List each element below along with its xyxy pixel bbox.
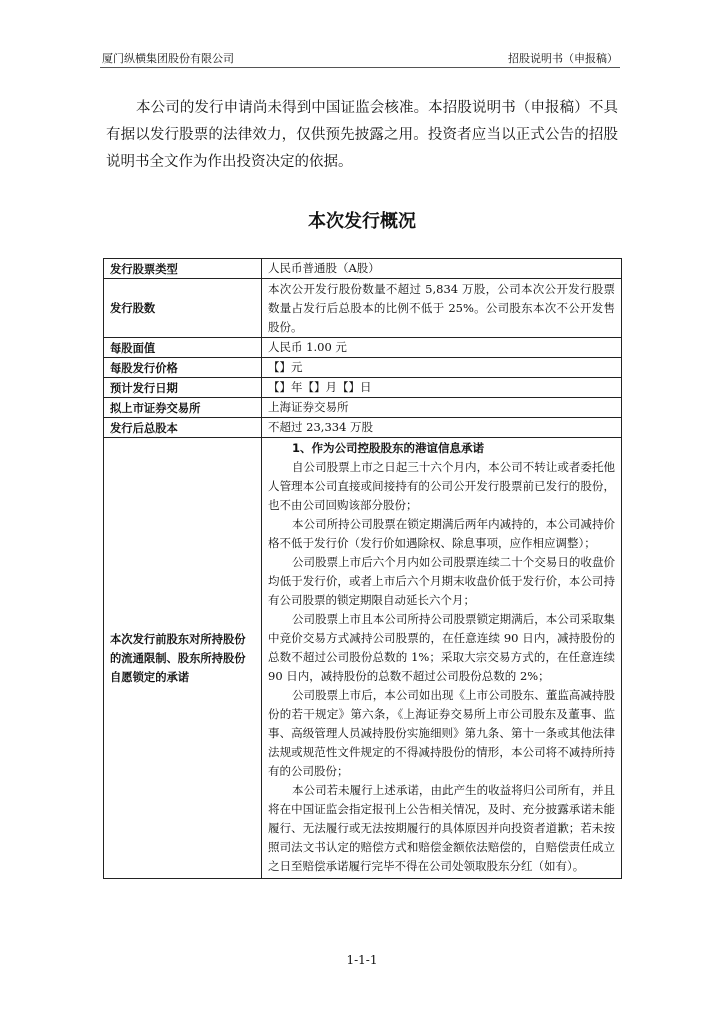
- row-label: 每股发行价格: [104, 358, 262, 378]
- row-label: 每股面值: [104, 338, 262, 358]
- header-company: 厦门纵横集团股份有限公司: [102, 52, 234, 65]
- commitment-paragraph: 公司股票上市后，本公司如出现《上市公司股东、董监高减持股份的若干规定》第六条，《上海证券交易所上市公司股东及董事、监事、高级管理人员减持股份实施细则》第九条、第十一条或其他法律法规或规范性文件规定的不得减持股份的情形，本公司将不减持所持有的公司股份；: [268, 688, 615, 778]
- row-label: 发行后总股本: [104, 418, 262, 438]
- table-row: [104, 358, 622, 378]
- row-label: 发行股数: [104, 279, 262, 338]
- row-value: 【】年【】月【】日: [262, 378, 622, 398]
- section-title: 本次发行概况: [308, 211, 416, 232]
- offering-summary-table: [103, 258, 622, 879]
- commitment-paragraph: 自公司股票上市之日起三十六个月内，本公司不转让或者委托他人管理本公司直接或间接持有的公司公开发行股票前已发行的股份，也不由公司回购该部分股份；: [268, 460, 615, 512]
- disclaimer-notice: 本公司的发行申请尚未得到中国证监会核准。本招股说明书（申报稿）不具有据以发行股票的法律效力，仅供预先披露之用。投资者应当以正式公告的招股说明书全文作为作出投资决定的依据。: [106, 100, 618, 170]
- table-row: [104, 259, 622, 279]
- row-label: 预计发行日期: [104, 378, 262, 398]
- row-value: 人民币 1.00 元: [262, 338, 622, 358]
- row-value: 【】元: [262, 358, 622, 378]
- row-value: 本次公开发行股份数量不超过 5,834 万股，公司本次公开发行股票数量占发行后总股本的比例不低于 25%。公司股东本次不公开发售股份。: [262, 279, 622, 338]
- commitment-subtitle: 1、作为公司控股股东的港谊信息承诺: [292, 441, 484, 455]
- row-label: 发行股票类型: [104, 259, 262, 279]
- table-row-commitment: [104, 438, 622, 879]
- row-value: 人民币普通股（A股）: [262, 259, 622, 279]
- row-value: 上海证券交易所: [262, 398, 622, 418]
- table-row: [104, 338, 622, 358]
- table-row: [104, 279, 622, 338]
- page-number: 1-1-1: [346, 953, 378, 967]
- header-doc-title: 招股说明书（申报稿）: [508, 52, 618, 65]
- table-row: [104, 398, 622, 418]
- commitment-paragraph: 公司股票上市后六个月内如公司股票连续二十个交易日的收盘价均低于发行价，或者上市后六个月期末收盘价低于发行价，本公司持有公司股票的锁定期限自动延长六个月；: [268, 555, 615, 607]
- page-header: [100, 50, 620, 68]
- row-value: 不超过 23,334 万股: [262, 418, 622, 438]
- commitment-paragraph: 本公司若未履行上述承诺，由此产生的收益将归公司所有，并且将在中国证监会指定报刊上公告相关情况，及时、充分披露承诺未能履行、无法履行或无法按期履行的具体原因并向投资者道歉；若未按照司法文书认定的赔偿方式和赔偿金额依法赔偿的，自赔偿责任成立之日至赔偿承诺履行完毕不得在公司处领取股东分红（如有）。: [268, 783, 615, 873]
- row-label: 本次发行前股东对所持股份的流通限制、股东所持股份自愿锁定的承诺: [104, 438, 262, 879]
- table-row: [104, 378, 622, 398]
- commitment-paragraph: 公司股票上市且本公司所持公司股票锁定期满后，本公司采取集中竞价交易方式减持公司股票的，在任意连续 90 日内，减持股份的总数不超过公司股份总数的 1%；采取大宗交易方式的，在任意连续 90 日内，减持股份的总数不超过公司股份总数的 2%；: [268, 612, 615, 683]
- commitment-content: [262, 438, 622, 879]
- table-row: [104, 418, 622, 438]
- row-label: 拟上市证券交易所: [104, 398, 262, 418]
- commitment-paragraph: 本公司所持公司股票在锁定期满后两年内减持的，本公司减持价格不低于发行价（发行价如遇除权、除息事项，应作相应调整）；: [268, 517, 615, 550]
